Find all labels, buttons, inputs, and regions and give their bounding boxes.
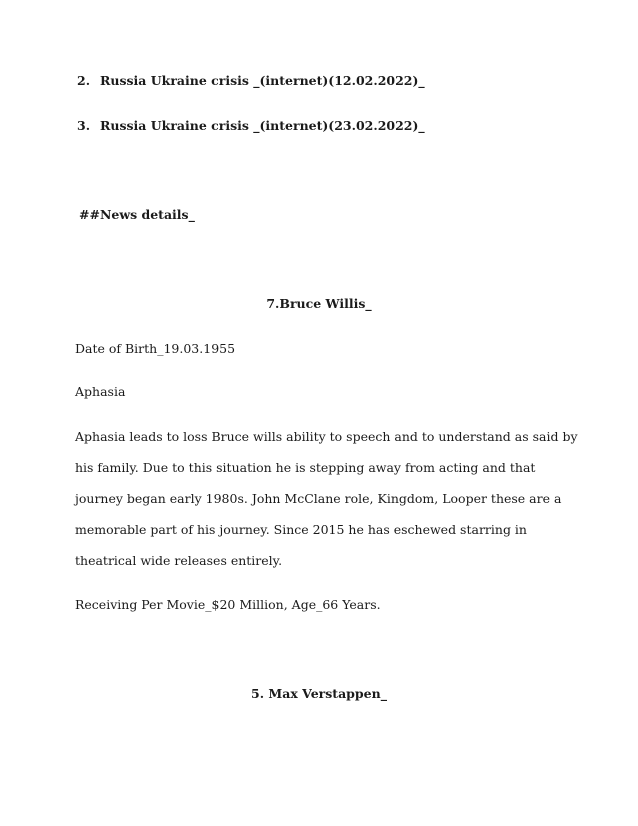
receiving-per-movie: Receiving Per Movie_$20 Million, Age_66 Years. [75, 597, 381, 612]
list-number: 2. [77, 73, 91, 88]
list-item-3 [77, 118, 425, 134]
bruce-willis-title: 7.Bruce Willis_ [266, 296, 372, 311]
paragraph-line: Aphasia leads to loss Bruce wills ability to speech and to understand as said by [75, 429, 578, 444]
paragraph-line: his family. Due to this situation he is stepping away from acting and that [75, 460, 536, 475]
paragraph-line: theatrical wide releases entirely. [75, 553, 283, 568]
list-item-2 [77, 73, 425, 89]
news-details-heading: ##News details_ [79, 207, 195, 222]
list-number: 3. [77, 118, 91, 133]
list-text: Russia Ukraine crisis _(internet)(12.02.2022)_ [100, 73, 425, 88]
condition-label: Aphasia [75, 384, 126, 399]
max-verstappen-title: 5. Max Verstappen_ [251, 686, 387, 701]
paragraph-line: journey began early 1980s. John McClane role, Kingdom, Looper these are a [75, 491, 562, 506]
list-text: Russia Ukraine crisis _(internet)(23.02.2022)_ [100, 118, 425, 133]
date-of-birth: Date of Birth_19.03.1955 [75, 341, 236, 356]
paragraph-line: memorable part of his journey. Since 2015 he has eschewed starring in [75, 522, 527, 537]
